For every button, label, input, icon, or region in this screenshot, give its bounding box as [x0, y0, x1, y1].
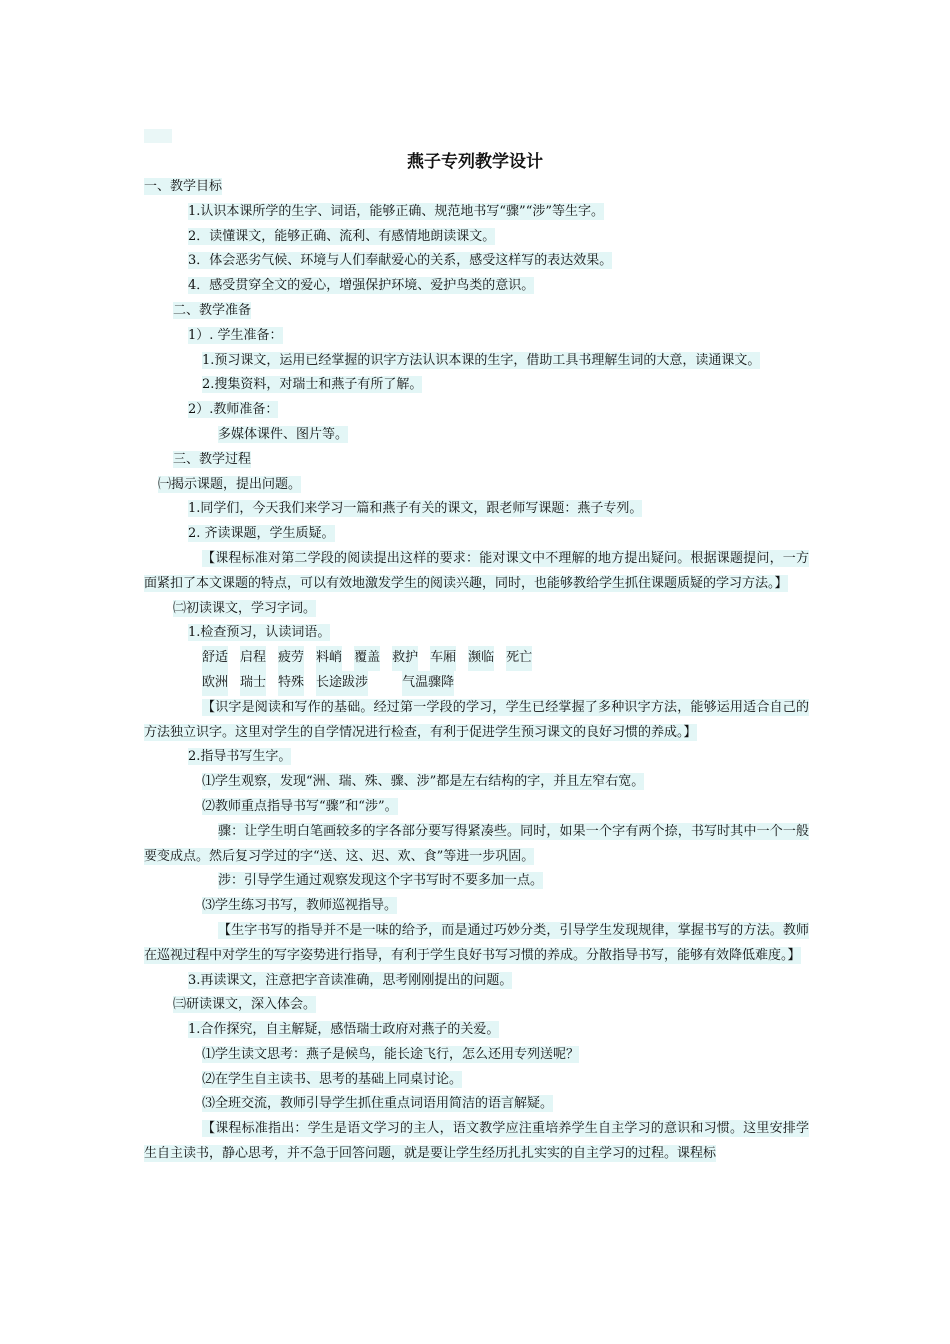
note-paragraph: 【课程标准指出：学生是语文学习的主人，语文教学应注重培养学生自主学习的意识和习惯。这里安排学生自主读书，静心思考，并不急于回答问题，就是要让学生经历扎扎实实的自主学习的过程。课程标	[144, 1121, 809, 1162]
preparation-item: 多媒体课件、图片等。	[218, 426, 349, 442]
objective-item: 2．读懂课文，能够正确、流利、有感情地朗读课文。	[188, 228, 496, 244]
note-paragraph: 【课程标准对第二学段的阅读提出这样的要求：能对课文中不理解的地方提出疑问。根据课题提问，一方面紧扣了本文课题的特点，可以有效地激发学生的阅读兴趣，同时，也能够教给学生抓住课题质疑的学习方法。】	[144, 550, 809, 591]
objective-item: 4．感受贯穿全文的爱心，增强保护环境、爱护鸟类的意识。	[188, 278, 535, 294]
character-note: 骤：让学生明白笔画较多的字各部分要写得紧凑些。同时，如果一个字有两个捺，书写时其中一个一般要变成点。然后复习学过的字“送、这、迟、欢、食”等进一步巩固。	[144, 823, 809, 864]
note-paragraph: 【生字书写的指导并不是一味的给予，而是通过巧妙分类，引导学生发现规律，掌握书写的方法。教师在巡视过程中对学生的写字姿势进行指导，有利于学生良好书写习惯的养成。分散指导书写，能够有效降低难度。】	[144, 922, 809, 963]
vocabulary-row	[144, 646, 809, 671]
vocabulary-word: 覆盖	[354, 646, 380, 671]
character-note: 涉：引导学生通过观察发现这个字书写时不要多加一点。	[218, 873, 544, 889]
step-heading: ㈢研读课文，深入体会。	[173, 997, 317, 1013]
step-item: 1.同学们，今天我们来学习一篇和燕子有关的课文，跟老师写课题：燕子专列。	[188, 501, 643, 517]
step-item: 3.再读课文，注意把字音读准确，思考刚刚提出的问题。	[188, 972, 513, 988]
vocabulary-word: 欧洲	[202, 671, 228, 696]
sub-step-item: ⑵在学生自主读书、思考的基础上同桌讨论。	[202, 1071, 463, 1087]
preparation-item: 2.搜集资料，对瑞士和燕子有所了解。	[202, 377, 423, 393]
vocabulary-word: 救护	[392, 646, 418, 671]
subheading: 1）. 学生准备：	[188, 327, 283, 343]
vocabulary-word: 启程	[240, 646, 266, 671]
step-item: 1.合作探究，自主解疑，感悟瑞士政府对燕子的关爱。	[188, 1022, 500, 1038]
sub-step-item: ⑴学生读文思考：燕子是候鸟，能长途飞行，怎么还用专列送呢？	[202, 1046, 580, 1062]
vocabulary-word: 车厢	[430, 646, 456, 671]
vocabulary-word: 舒适	[202, 646, 228, 671]
sub-step-item: ⑴学生观察，发现“洲、瑞、殊、骤、涉”都是左右结构的字，并且左窄右宽。	[202, 774, 645, 790]
vocabulary-word: 瑞士	[240, 671, 266, 696]
vocabulary-word: 疲劳	[278, 646, 304, 671]
sub-step-item: ⑶全班交流，教师引导学生抓住重点词语用简洁的语言解疑。	[202, 1096, 554, 1112]
section-heading-preparation: 二、教学准备	[173, 302, 252, 318]
objective-item: 3．体会恶劣气候、环境与人们奉献爱心的关系，感受这样写的表达效果。	[188, 253, 613, 269]
subheading: 2）.教师准备：	[188, 402, 279, 418]
step-item: 1.检查预习，认读词语。	[188, 625, 331, 641]
vocabulary-word: 死亡	[506, 646, 532, 671]
vocabulary-word: 气温骤降	[402, 671, 454, 696]
step-item: 2. 齐读课题，学生质疑。	[188, 526, 335, 542]
vocabulary-word: 料峭	[316, 646, 342, 671]
vocabulary-row	[144, 671, 809, 696]
vocabulary-word: 濒临	[468, 646, 494, 671]
sub-step-item: ⑶学生练习书写，教师巡视指导。	[202, 898, 398, 914]
preparation-item: 1.预习课文，运用已经掌握的识字方法认识本课的生字，借助工具书理解生词的大意，读通课文。	[202, 352, 761, 368]
highlight-mark	[144, 129, 172, 143]
document-title: 燕子专列教学设计	[407, 152, 543, 172]
sub-step-item: ⑵教师重点指导书写“骤”和“涉”。	[202, 798, 398, 814]
step-item: 2.指导书写生字。	[188, 749, 292, 765]
step-heading: ㈡初读课文，学习字词。	[173, 600, 317, 616]
objective-item: 1.认识本课所学的生字、词语，能够正确、规范地书写“骤”“涉”等生字。	[188, 203, 604, 219]
section-heading-process: 三、教学过程	[173, 451, 252, 467]
step-heading: ㈠揭示课题，提出问题。	[158, 476, 302, 492]
vocabulary-word: 特殊	[278, 671, 304, 696]
document-body	[144, 175, 809, 1167]
section-heading-objectives: 一、教学目标	[144, 179, 223, 194]
vocabulary-word: 长途跋涉	[316, 671, 368, 696]
note-paragraph: 【识字是阅读和写作的基础。经过第一学段的学习，学生已经掌握了多种识字方法，能够运用适合自己的方法独立识字。这里对学生的自学情况进行检查，有利于促进学生预习课文的良好习惯的养成。】	[144, 699, 809, 740]
